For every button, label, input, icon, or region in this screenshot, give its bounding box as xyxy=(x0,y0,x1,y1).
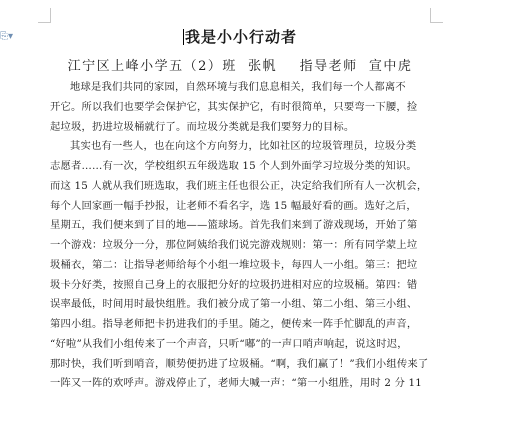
body-line: 志愿者……有一次，学校组织五年级选取 15 个人到外面学习垃圾分类的知识。 xyxy=(50,160,417,172)
body-line: 其实也有一些人，也在向这个方向努力，比如社区的垃圾管理员，垃圾分类 xyxy=(70,140,417,153)
title-text: 我是小小行动者 xyxy=(184,28,297,46)
document-page[interactable] xyxy=(50,0,430,435)
paste-options-icon[interactable]: ⎘▾ xyxy=(0,31,14,42)
body-line: 而这 15 人就从我们班选取，我们班主任也很公正，决定给我们所有人一次机会， xyxy=(50,179,428,192)
body-line: 地球是我们共同的家园，自然环境与我们息息相关，我们每一个人都离不 xyxy=(70,81,406,93)
body-line: 星期五，我们便来到了目的地——篮球场。首先我们来到了游戏现场，开始了第 xyxy=(50,219,418,232)
author-byline: 江宁区上峰小学五（2）班 张帆 指导老师 宣中虎 xyxy=(67,59,413,74)
text-cursor xyxy=(183,29,184,45)
body-line: 圾卡分好类，按照自己身上的衣服把分好的垃圾扔进相对应的垃圾桶。第四：错 xyxy=(50,278,418,291)
body-line: 一阵又一阵的欢呼声。游戏停止了，老师大喊一声：“第一小组胜，用时 2 分 11 xyxy=(50,377,423,390)
body-line: 误率最低，时间用时最快组胜。我们被分成了第一小组、第二小组、第三小组、 xyxy=(50,298,418,311)
body-line: 第四小组。指导老师把卡扔进我们的手里。随之，便传来一阵手忙脚乱的声音， xyxy=(50,318,418,330)
body-line: 圾桶衣，第二：让指导老师给每个小组一堆垃圾卡，每四人一小组。第三：把垃 xyxy=(50,258,418,271)
margin-corner-mark xyxy=(430,8,443,23)
document-body[interactable] xyxy=(50,78,430,394)
body-line: 那时快，我们听到哨音，顺势便扔进了垃圾桶。“啊，我们赢了！”我们小组传来了 xyxy=(50,357,429,370)
body-line: 每个人回家画一幅手抄报，让老师不看名字，选 15 幅最好看的画。选好之后， xyxy=(50,199,417,212)
body-line: “好啦”从我们小组传来了一个声音，只听“嘟”的一声口哨声响起，说这时迟， xyxy=(50,337,408,350)
body-line: 一个游戏：垃圾分一分，那位阿姨给我们说完游戏规则：第一：所有同学蒙上垃 xyxy=(50,239,418,251)
body-line: 开它。所以我们也要学会保护它，其实保护它，有时很简单，只要弯一下腰，捡 xyxy=(50,100,418,113)
body-line: 起垃圾，扔进垃圾桶就行了。而垃圾分类就是我们要努力的目标。 xyxy=(50,120,355,133)
document-title xyxy=(50,27,430,47)
